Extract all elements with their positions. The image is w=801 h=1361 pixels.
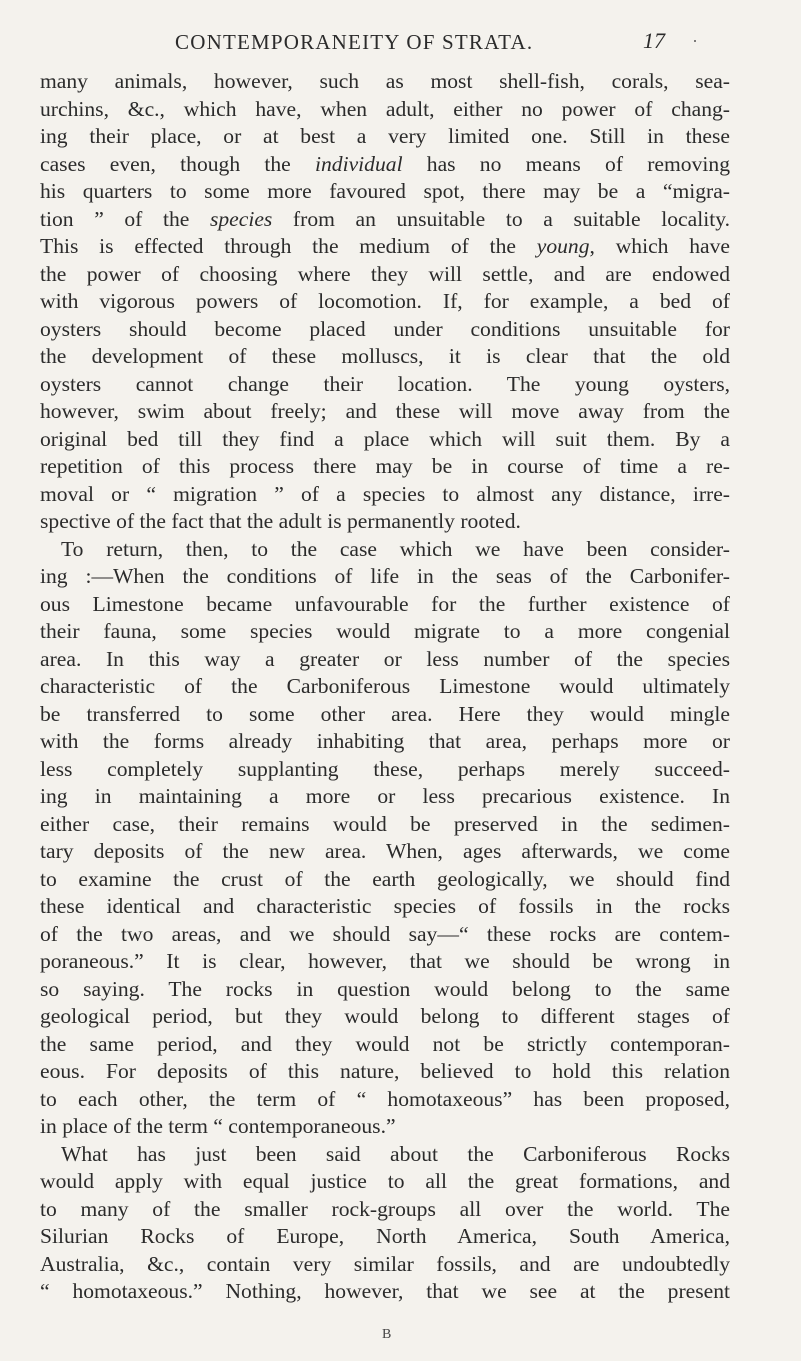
text-line: “ homotaxeous.” Nothing, however, that we see at the present [40, 1279, 730, 1303]
text-line: with vigorous powers of locomotion. If, for example, a bed of [40, 289, 730, 313]
text-line: original bed till they find a place which will suit them. By a [40, 426, 730, 451]
text-line: urchins, &c., which have, when adult, either no power of chang- [40, 96, 730, 121]
text-line: many animals, however, such as most shell-fish, corals, sea- [40, 69, 730, 93]
text-line: in place of the term “ contemporaneous.” [40, 1114, 396, 1138]
text-line: to many of the smaller rock-groups all over the world. The [40, 1196, 730, 1221]
text-line: tion ” of the species from an unsuitable to a suitable locality. [40, 206, 730, 231]
text-line: to each other, the term of “ homotaxeous” has been proposed, [40, 1086, 730, 1111]
text-line: Australia, &c., contain very similar fossils, and are undoubtedly [40, 1251, 730, 1276]
text-line: his quarters to some more favoured spot, there may be a “migra- [40, 179, 730, 203]
page-header [175, 30, 665, 58]
body-text [40, 68, 730, 1306]
text-line: of the two areas, and we should say—“ these rocks are contem- [40, 921, 730, 946]
text-line: the power of choosing where they will settle, and are endowed [40, 261, 730, 286]
text-line: however, swim about freely; and these will move away from the [40, 399, 730, 423]
text-line: ous Limestone became unfavourable for the further existence of [40, 591, 730, 616]
text-line: with the forms already inhabiting that area, perhaps more or [40, 729, 730, 753]
text-line: moval or “ migration ” of a species to almost any distance, irre- [40, 481, 730, 506]
text-line: less completely supplanting these, perhaps merely succeed- [40, 756, 730, 781]
text-line: either case, their remains would be preserved in the sedimen- [40, 811, 730, 836]
text-line: To return, then, to the case which we have been consider- [61, 536, 730, 561]
text-line: eous. For deposits of this nature, believed to hold this relation [40, 1059, 730, 1083]
page-number: 17 [643, 28, 665, 53]
text-line: This is effected through the medium of the young, which have [40, 234, 730, 258]
text-line: so saying. The rocks in question would belong to the same [40, 976, 730, 1001]
text-line: area. In this way a greater or less number of the species [40, 646, 730, 671]
emphasis: young [536, 234, 590, 258]
text-line: characteristic of the Carboniferous Limestone would ultimately [40, 674, 730, 698]
text-line: What has just been said about the Carboniferous Rocks [61, 1141, 730, 1166]
text-line: ing their place, or at best a very limited one. Still in these [40, 124, 730, 148]
text-line: be transferred to some other area. Here they would mingle [40, 701, 730, 726]
text-line: spective of the fact that the adult is permanently rooted. [40, 509, 521, 533]
text-line: tary deposits of the new area. When, ages afterwards, we come [40, 839, 730, 863]
text-line: oysters cannot change their location. The young oysters, [40, 371, 730, 396]
text-line: repetition of this process there may be in course of time a re- [40, 454, 730, 478]
emphasis: species [209, 206, 273, 231]
text-line: poraneous.” It is clear, however, that we should be wrong in [40, 949, 730, 973]
text-line: to examine the crust of the earth geologically, we should find [40, 866, 730, 891]
text-line: their fauna, some species would migrate to a more congenial [40, 619, 730, 643]
running-head: CONTEMPORANEITY OF STRATA. [175, 30, 534, 54]
text-line: the same period, and they would not be strictly contemporan- [40, 1031, 730, 1056]
text-line: geological period, but they would belong to different stages of [40, 1004, 730, 1028]
ink-speck [694, 40, 696, 42]
text-line: the development of these molluscs, it is clear that the old [40, 344, 730, 368]
signature-mark: B [382, 1327, 392, 1342]
text-line: would apply with equal justice to all the great formations, and [40, 1169, 730, 1193]
text-line: oysters should become placed under conditions unsuitable for [40, 316, 730, 341]
emphasis: individual [315, 151, 403, 176]
text-line: ing :—When the conditions of life in the seas of the Carbonifer- [40, 564, 730, 588]
text-line: Silurian Rocks of Europe, North America, South America, [40, 1224, 730, 1248]
text-line: these identical and characteristic species of fossils in the rocks [40, 894, 730, 918]
text-line: cases even, though the individual has no means of removing [40, 151, 730, 176]
text-line: ing in maintaining a more or less precarious existence. In [40, 784, 730, 808]
